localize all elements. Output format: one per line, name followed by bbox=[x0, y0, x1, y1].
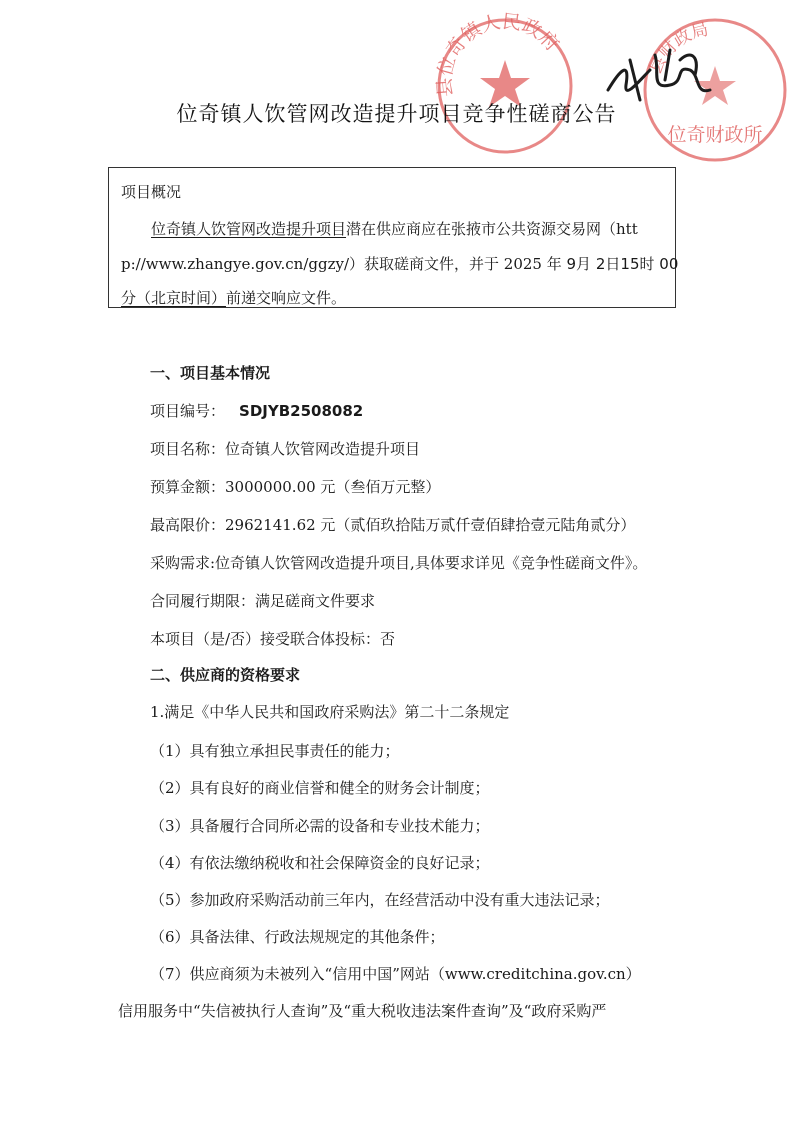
overview-line-1 bbox=[151, 218, 638, 239]
seal-1-text: 县位奇镇人民政府 bbox=[433, 10, 564, 98]
overview-line1-rest: 潜在供应商应在张掖市公共资源交易网（htt bbox=[346, 220, 638, 238]
official-seal-town-government bbox=[430, 8, 580, 158]
deadline-minute: 00 bbox=[659, 255, 679, 273]
condition-2: （2）具有良好的商业信誉和健全的财务会计制度； bbox=[150, 779, 490, 797]
overview-project-name: 位奇镇人饮管网改造提升项目 bbox=[151, 220, 347, 238]
condition-3: （3）具备履行合同所必需的设备和专业技术能力； bbox=[150, 817, 490, 835]
deadline-hour-unit: 时 bbox=[639, 255, 655, 273]
page-title: 位奇镇人饮管网改造提升项目竞争性磋商公告 bbox=[176, 102, 617, 126]
overview-line3-rest: 前递交响应文件。 bbox=[226, 289, 347, 307]
deadline-hour: 15 bbox=[620, 255, 640, 273]
overview-url: p://www.zhangye.gov.cn/ggzy/）获取磋商文件，并于 2025 年 bbox=[121, 255, 562, 273]
deadline-day: 2 bbox=[595, 255, 606, 273]
project-number-label: 项目编号： bbox=[150, 402, 226, 420]
condition-6: （6）具备法律、行政法规规定的其他条件； bbox=[150, 928, 445, 946]
condition-7-continuation: 信用服务中“失信被执行人查询”及“重大税收违法案件查询”及“政府采购严 bbox=[118, 1002, 607, 1020]
seal-2-top-text: 县财政局 bbox=[645, 19, 711, 78]
project-overview-box bbox=[108, 167, 679, 308]
qualification-item-1: 1.满足《中华人民共和国政府采购法》第二十二条规定 bbox=[150, 703, 510, 721]
deadline-month-unit: 月 bbox=[576, 255, 592, 273]
project-name-line: 项目名称：位奇镇人饮管网改造提升项目 bbox=[150, 440, 421, 458]
condition-1: （1）具有独立承担民事责任的能力； bbox=[150, 742, 400, 760]
contract-period-line: 合同履行期限：满足磋商文件要求 bbox=[150, 592, 376, 610]
condition-4: （4）有依法缴纳税收和社会保障资金的良好记录； bbox=[150, 854, 490, 872]
deadline-month: 9 bbox=[566, 255, 577, 273]
project-number-line bbox=[150, 400, 363, 421]
condition-5: （5）参加政府采购活动前三年内，在经营活动中没有重大违法记录； bbox=[150, 891, 610, 909]
condition-7: （7）供应商须为未被列入“信用中国”网站（www.creditchina.gov.cn） bbox=[150, 965, 641, 983]
deadline-timezone: 分（北京时间） bbox=[121, 289, 227, 307]
overview-line-3 bbox=[121, 287, 346, 308]
overview-line-2 bbox=[121, 253, 678, 274]
consortium-line: 本项目（是/否）接受联合体投标：否 bbox=[150, 630, 396, 648]
overview-heading: 项目概况 bbox=[121, 183, 182, 201]
max-price-line: 最高限价：2962141.62 元（贰佰玖拾陆万贰仟壹佰肆拾壹元陆角贰分） bbox=[150, 516, 636, 534]
section-2-heading: 二、供应商的资格要求 bbox=[150, 666, 301, 684]
seal-2-text: 位奇财政所 bbox=[667, 124, 763, 146]
budget-line: 预算金额：3000000.00 元（叁佰万元整） bbox=[150, 478, 441, 496]
project-number-value: SDJYB2508082 bbox=[239, 402, 364, 420]
requirement-line: 采购需求:位奇镇人饮管网改造提升项目,具体要求详见《竞争性磋商文件》。 bbox=[150, 554, 648, 572]
deadline-day-unit: 日 bbox=[605, 255, 621, 273]
section-1-heading: 一、项目基本情况 bbox=[150, 364, 271, 382]
